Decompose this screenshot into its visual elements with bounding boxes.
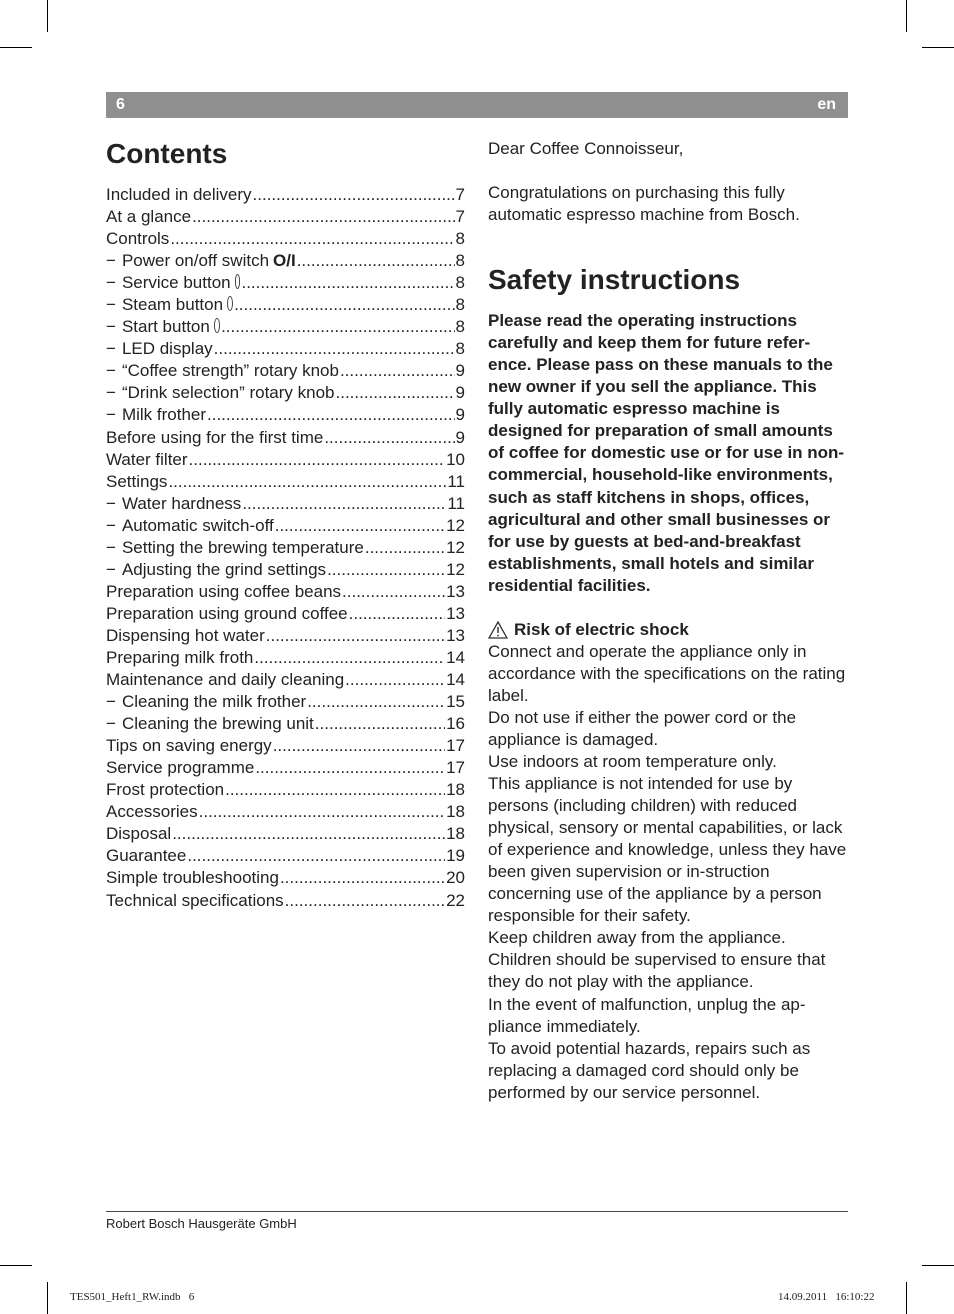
toc-dash: − [106,339,116,359]
contents-title: Contents [106,138,228,169]
toc-dash: − [106,405,116,425]
toc-leader [214,338,455,360]
toc-leader [225,779,445,801]
toc-entry [106,427,465,449]
toc-dash: − [106,692,116,712]
toc-page-number: 11 [447,471,465,491]
safety-paragraph: In the event of malfunction, unplug the ap-pliance immediately. [488,994,806,1036]
safety-paragraph: This appliance is not intended for use by persons (including children) with reduced physical, sensory or mental capabilities, or lack of experience and knowledge, unless they have been given supervision or in-struction concerning use of the appliance by a person responsible for their safety. [488,774,847,926]
contents-column [106,136,465,912]
toc-entry [106,449,465,471]
page-header-bar [106,92,848,118]
toc-label: Settings [106,471,168,491]
toc-leader [192,206,454,228]
toc-page-number: 12 [446,559,465,579]
toc-label: Water filter [106,449,188,469]
toc-dash: − [106,295,116,315]
toc-label: At a glance [106,207,192,227]
toc-label: Cleaning the brewing unit [121,714,314,734]
warning-triangle-icon [488,621,508,639]
toc-dash: − [106,317,116,337]
toc-leader [285,890,445,912]
warning-heading [488,619,850,641]
toc-label: Included in delivery [106,185,252,204]
toc-leader [349,603,445,625]
crop-mark [906,1282,907,1314]
toc-page-number: 10 [446,449,465,469]
toc-label: Technical specifications [106,890,284,910]
toc-leader [345,669,445,691]
toc-page-number: 13 [446,603,465,623]
crop-mark [906,0,907,32]
toc-label: Water hardness [121,493,242,513]
safety-paragraph: Children should be supervised to ensure that they do not play with the appliance. [488,950,826,992]
toc-leader [273,735,445,757]
toc-leader [266,625,445,647]
warning-heading-text: Risk of electric shock [514,619,689,639]
toc-entry [106,691,465,713]
toc-dash: − [106,493,116,513]
toc-leader [199,801,445,823]
greeting: Dear Coffee Connoisseur, [488,139,684,158]
toc-leader [168,471,446,493]
toc-dash: − [106,251,116,271]
toc-page-number: 16 [446,714,465,734]
safety-paragraph: Do not use if either the power cord or the appliance is damaged. [488,707,797,749]
toc-page-number: 17 [446,736,465,756]
toc-entry [106,250,465,272]
print-slug-file: TES501_Heft1_RW.indb 6 [70,1291,195,1303]
toc-page-number: 7 [455,185,465,204]
safety-paragraph: Keep children away from the appliance. [488,928,786,948]
toc-entry [106,713,465,735]
toc-label: Start button [121,317,210,337]
toc-leader [315,713,445,735]
safety-paragraph: Connect and operate the appliance only in accordance with the specifications on the rating label. [488,641,846,705]
toc-entry [106,537,465,559]
safety-title: Safety instructions [488,264,741,296]
toc-page-number: 9 [455,427,465,447]
toc-leader [241,272,454,294]
steam-icon [227,296,233,311]
toc-label: Dispensing hot water [106,625,265,645]
toc-leader [221,316,454,338]
toc-page-number: 15 [446,692,465,712]
toc-leader [327,559,445,581]
toc-leader [207,404,455,426]
toc-entry [106,360,465,382]
congratulations-text: Congratulations on purchasing this fully automatic espresso machine from Bosch. [488,183,800,225]
toc-leader [365,537,445,559]
toc-entry [106,581,465,603]
toc-entry [106,735,465,757]
toc-entry [106,316,465,338]
toc-page-number: 8 [455,317,465,337]
toc-page-number: 8 [455,273,465,293]
safety-paragraph: Use indoors at room temperature only. [488,751,777,771]
toc-page-number: 9 [455,383,465,403]
toc-dash: − [106,537,116,557]
toc-page-number: 8 [455,229,465,249]
toc-label: Maintenance and daily cleaning [106,670,345,690]
toc-page-number: 13 [446,625,465,645]
toc-page-number: 20 [446,868,465,888]
toc-entry [106,515,465,537]
toc-leader [336,382,455,404]
toc-label: LED display [121,339,213,359]
toc-page-number: 19 [446,846,465,866]
toc-page-number: 8 [455,339,465,359]
toc-leader [172,823,445,845]
toc-leader [307,691,445,713]
toc-label: Setting the brewing temperature [121,537,364,557]
toc-dash: − [106,515,116,535]
toc-page-number: 12 [446,537,465,557]
toc-entry [106,338,465,360]
toc-page-number: 14 [446,670,465,690]
toc-label: Automatic switch-off [121,515,274,535]
crop-mark [922,47,954,48]
toc-label: Preparing milk froth [106,647,254,667]
toc-leader [170,228,454,250]
toc-entry [106,272,465,294]
toc-label: Service button [121,273,231,293]
crop-mark [47,1282,48,1314]
crop-mark [0,1265,32,1266]
start-icon [214,318,220,333]
toc-page-number: 18 [446,780,465,800]
page-number: 6 [116,96,125,113]
print-slug-date: 14.09.2011 16:10:22 [778,1291,875,1303]
toc-leader [234,294,454,316]
toc-label: Steam button [121,295,224,315]
toc-page-number: 13 [446,581,465,601]
toc-label: Before using for the first time [106,427,324,447]
toc-entry [106,845,465,867]
toc-dash: − [106,273,116,293]
toc-label: Power on/off switch [121,251,270,271]
toc-dash: − [106,559,116,579]
safety-intro: Please read the operating instructions carefully and keep them for future refer-ence. Please pass on these manuals to the new owner if you sell the appliance. This fully automatic espresso machine is designed for preparation of small amounts of coffee for domestic use or for use in non-commercial, household-like environments, such as staff kitchens in shops, offices, agricultural and other small businesses or for use by guests at bed-and-breakfast establishments, small hotels and similar residential facilities. [488,311,845,595]
toc-entry [106,382,465,404]
toc-entry [106,890,465,912]
toc-leader [275,515,445,537]
footer-company: Robert Bosch Hausgeräte GmbH [106,1216,297,1231]
toc-leader [297,250,455,272]
toc-entry [106,559,465,581]
toc-page-number: 7 [455,207,465,227]
crop-mark [0,47,32,48]
toc-entry [106,294,465,316]
toc-entry [106,801,465,823]
toc-label: Accessories [106,802,198,822]
toc-leader [187,845,445,867]
toc-label: Guarantee [106,846,187,866]
toc-page-number: 11 [447,493,465,513]
toc-entry [106,779,465,801]
crop-mark [47,0,48,32]
toc-label: Controls [106,229,170,249]
toc-label: “Drink selection” rotary knob [121,383,335,403]
toc-leader [254,647,445,669]
toc-label: Disposal [106,824,172,844]
toc-entry [106,471,465,493]
toc-entry [106,228,465,250]
toc-label: Milk frother [121,405,207,425]
toc-label: Adjusting the grind settings [121,559,327,579]
toc-label: Cleaning the milk frother [121,692,307,712]
toc-label: Preparation using coffee beans [106,581,342,601]
toc-entry [106,669,465,691]
toc-dash: − [106,714,116,734]
toc-page-number: 18 [446,802,465,822]
toc-entry [106,867,465,889]
safety-column [488,138,850,1104]
crop-mark [922,1265,954,1266]
safety-paragraphs [488,641,850,1104]
toc-page-number: 14 [446,647,465,667]
toc-page-number: 18 [446,824,465,844]
toc-entry [106,757,465,779]
toc-entry [106,206,465,228]
toc-page-number: 8 [455,251,465,271]
toc-dash: − [106,383,116,403]
power-switch-symbol: O/I [273,251,296,271]
language-code: en [817,96,836,113]
toc-entry [106,603,465,625]
toc-leader [342,581,445,603]
toc-leader [324,427,454,449]
toc-page-number: 9 [455,361,465,381]
toc-label: Service programme [106,758,255,778]
toc-leader [253,184,455,206]
toc-entry [106,404,465,426]
toc-dash: − [106,361,116,381]
toc-leader [189,449,446,471]
service-icon [235,274,241,289]
toc-label: Frost protection [106,780,225,800]
toc-entry [106,647,465,669]
toc-leader [340,360,455,382]
toc-leader [280,867,445,889]
toc-entry [106,184,465,206]
toc-page-number: 9 [455,405,465,425]
toc-page-number: 22 [446,890,465,910]
toc-leader [242,493,446,515]
toc-entry [106,493,465,515]
toc-entry [106,823,465,845]
toc-entry [106,625,465,647]
toc-label: “Coffee strength” rotary knob [121,361,339,381]
toc-label: Simple troubleshooting [106,868,279,888]
toc-page-number: 12 [446,515,465,535]
toc-label: Preparation using ground coffee [106,603,348,623]
toc-label: Tips on saving energy [106,736,272,756]
toc-page-number: 17 [446,758,465,778]
safety-paragraph: To avoid potential hazards, repairs such as replacing a damaged cord should only be performed by our service personnel. [488,1038,811,1102]
footer-divider [106,1211,848,1212]
toc-leader [255,757,445,779]
toc-page-number: 8 [455,295,465,315]
table-of-contents [106,184,465,912]
